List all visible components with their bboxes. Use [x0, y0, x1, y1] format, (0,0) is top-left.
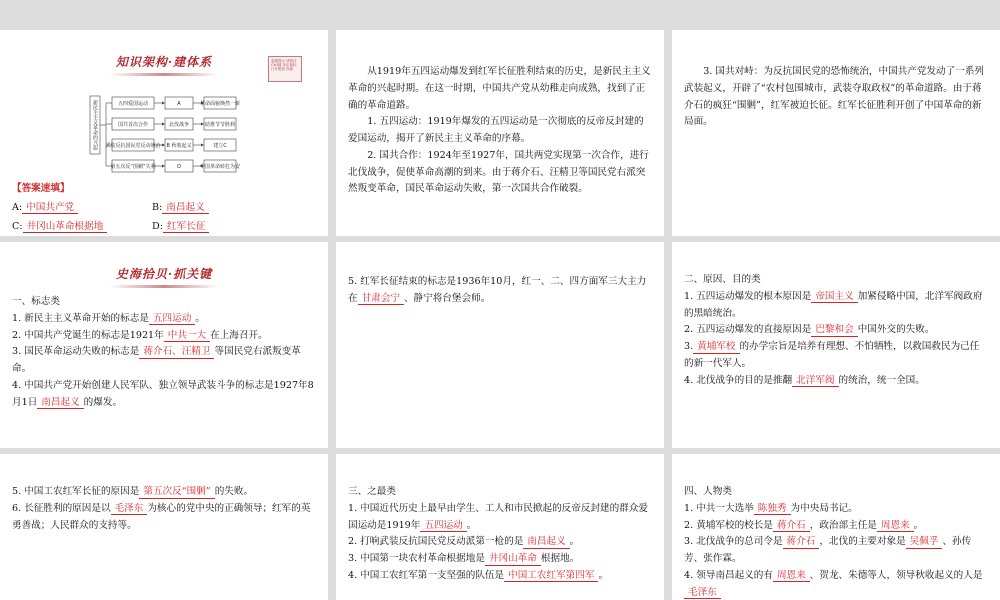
- slide-firsts: [336, 454, 664, 600]
- list-item: 6. 长征胜利的原因是以 毛泽东 为核心的党中央的正确领导；红军的英勇善战；人民群众的支持等。: [12, 502, 311, 531]
- list-item: 3. 国民革命运动失败的标志是 蒋介石、汪精卫 等国民党右派叛变革命。: [12, 346, 301, 375]
- answer-b: 南昌起义: [162, 202, 208, 215]
- list-item: 4. 北伐战争的目的是推翻 北洋军阀 的统治，统一全国。: [684, 374, 925, 386]
- slide-key-points: [0, 242, 328, 448]
- list-item: 1. 中国近代历史上最早由学生、工人和市民掀起的反帝反封建的群众爱国运动是1919年 五四运动 。: [348, 502, 649, 531]
- diagram-root: 新民主主义革命的兴起: [92, 100, 98, 150]
- diagram-result-node: 革命面貌焕然一新: [199, 100, 241, 107]
- list-item: 1. 中共一大选举 陈独秀 为中央局书记。: [684, 502, 858, 514]
- list-item: 1. 新民主主义革命开始的标志是 五四运动 。: [12, 312, 205, 324]
- answer-b-label: B:: [152, 201, 163, 213]
- list-item: 2. 五四运动爆发的直接原因是 巴黎和会 中国外交的失败。: [684, 324, 935, 336]
- list-item: 5. 红军长征结束的标志是1936年10月，红一、二、四方面军三大主力在 甘肃会宁 、静宁将台堡会师。: [348, 276, 647, 304]
- title-decoration: [109, 285, 219, 288]
- overview-paragraph: 从1919年五四运动爆发到红军长征胜利结束的历史，是新民主主义革命的兴起时期。在这一时期，中国共产党从幼稚走向成熟，找到了正确的革命道路。: [348, 66, 651, 111]
- answer-d-label: D:: [152, 220, 163, 232]
- answer-a: 中国共产党: [22, 202, 78, 215]
- diagram-node: 五四爱国运动: [117, 100, 149, 107]
- may-fourth-paragraph: 1. 五四运动：1919年爆发的五四运动是一次彻底的反帝反封建的爱国运动，揭开了新民主主义革命的序幕。: [348, 116, 644, 145]
- section-heading: 二、原因、目的类: [684, 274, 761, 285]
- diagram-mid-node: A: [177, 100, 181, 107]
- tip-note: 温馨提示 请按住Ctrl键 单击鼠标 打开配套 视频: [268, 56, 302, 82]
- list-item: 3. 北伐战争的总司令是 蒋介石 ，北伐的主要对象是 吴佩孚 、孙传芳、张作霖。: [684, 536, 972, 565]
- list-item: 2. 打响武装反抗国民党反动派第一枪的是 南昌起义 。: [348, 536, 580, 548]
- knowledge-diagram: [12, 66, 312, 176]
- diagram-mid-node: B 秋收起义: [166, 142, 192, 149]
- slide-long-march-end: [336, 242, 664, 448]
- list-item: 5. 中国工农红军长征的原因是 第五次反“围剿” 的失败。: [12, 486, 254, 497]
- section-heading: 一、标志类: [12, 296, 60, 307]
- list-item: 2. 黄埔军校的校长是 蒋介石 ，政治部主任是 周恩来 。: [684, 519, 924, 531]
- answer-c: 井冈山革命根据地: [23, 221, 108, 234]
- answer-a-label: A:: [12, 201, 23, 213]
- slide-title: 知识架构·建体系: [115, 55, 213, 69]
- answer-d: 红军长征: [163, 221, 209, 234]
- diagram-result-node: 助推节节胜利: [204, 121, 236, 128]
- cooperation-paragraph: 2. 国共合作：1924年至1927年，国共两党实现第一次合作，进行北伐战争，促使革命高潮的到来。由于蒋介石、汪精卫等国民党右派突然叛变革命，国民革命运动失败，第一次国共合作破裂。: [348, 149, 649, 195]
- list-item: 3. 中国第一块农村革命根据地是 井冈山革命 根据地。: [348, 553, 580, 565]
- list-item: 4. 中国共产党开始创建人民军队、独立领导武装斗争的标志是1927年8月1日 南昌起义 的爆发。: [12, 379, 314, 408]
- answer-c-label: C:: [12, 220, 23, 232]
- diagram-result-node: 建立C: [213, 142, 227, 149]
- slide-causes: [672, 242, 1000, 448]
- diagram-svg: [12, 66, 312, 176]
- section-heading: 四、人物类: [684, 486, 732, 497]
- confrontation-paragraph: 3. 国共对峙：为反抗国民党的恐怖统治，中国共产党发动了一系列武装起义，开辟了“农村包围城市，武装夺取政权”的革命道路。由于蒋介石的疯狂“围剿”，红军被迫长征。红军长征胜利开创了中国革命的新局面。: [684, 66, 985, 128]
- slide-knowledge-framework: [0, 30, 328, 236]
- diagram-result-node: 中国革命转危为安: [199, 163, 241, 170]
- slide-people: [672, 454, 1000, 600]
- diagram-mid-node: D: [177, 163, 181, 170]
- section-heading: 三、之最类: [348, 486, 396, 497]
- diagram-node: 国共首次合作: [117, 121, 149, 128]
- diagram-node: 武装反抗国民党反动统治: [105, 142, 161, 149]
- slide-title: 史海拾贝·抓关键: [115, 267, 213, 281]
- slide-overview: [336, 30, 664, 236]
- list-item: 1. 五四运动爆发的根本原因是 帝国主义 加紧侵略中国，北洋军阀政府的黑暗统治。: [684, 290, 983, 319]
- diagram-node: 第五次反“围剿”失利: [110, 163, 156, 170]
- slide-confrontation: [672, 30, 1000, 236]
- answer-title: 【答案速填】: [12, 183, 70, 194]
- list-item: 3. 黄埔军校 的办学宗旨是培养有理想、不怕牺牲，以救国救民为己任的新一代军人。: [684, 341, 980, 369]
- list-item: 4. 领导南昌起义的有 周恩来 、贺龙、朱德等人，领导秋收起义的人是毛泽东: [684, 569, 983, 598]
- list-item: 2. 中国共产党诞生的标志是1921年 中共一大 在上海召开。: [12, 329, 268, 341]
- diagram-mid-node: 北伐战争: [168, 121, 190, 128]
- list-item: 4. 中国工农红军第一支坚强的队伍是 中国工农红军第四军 。: [348, 569, 609, 581]
- slide-causes-2: [0, 454, 328, 600]
